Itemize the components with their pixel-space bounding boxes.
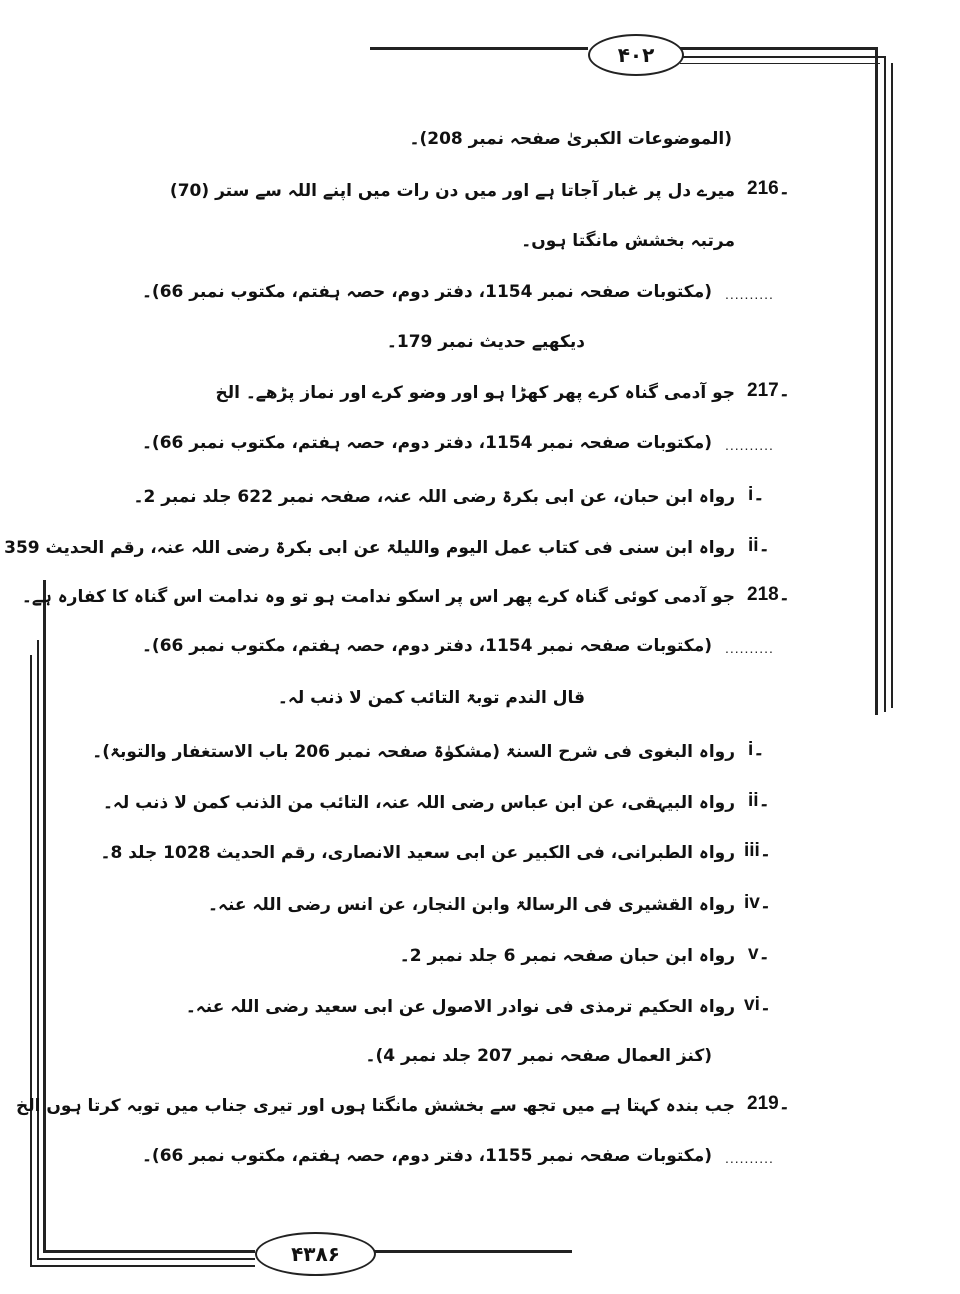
text-line: دیکھیے حدیث نمبر 179۔ — [386, 332, 585, 352]
frame-right-rule — [875, 47, 878, 715]
text-line: (مکتوبات صفحہ نمبر 1154، دفتر دوم، حصہ ہفتم، مکتوب نمبر 66)۔ — [141, 282, 712, 302]
leader-dots: .......... — [725, 1150, 774, 1166]
roman-marker: vi۔ — [744, 994, 771, 1015]
text-line: قال الندم توبۃ التائب کمن لا ذنب لہ۔ — [277, 688, 585, 708]
text-line: رواہ الحکیم ترمذی فی نوادر الاصول عن ابی سعید رضی اللہ عنہ۔ — [185, 997, 735, 1017]
text-line: جو آدمی کوئی گناہ کرے پھر اس پر اسکو ندامت ہو تو وہ ندامت اس گناہ کا کفارہ ہے۔ — [21, 587, 735, 607]
roman-marker: i۔ — [748, 484, 765, 505]
top-page-number — [588, 34, 684, 76]
frame-top-rule-3 — [680, 56, 886, 58]
entry-number-216: 216۔ — [747, 178, 790, 199]
top-page-number-text: ۴۰۲ — [617, 43, 655, 67]
roman-marker: iv۔ — [744, 892, 771, 913]
frame-bottom-rule-4 — [372, 1250, 572, 1253]
text-line: میرے دل پر غبار آجاتا ہے اور میں دن رات میں اپنے اللہ سے ستر (70) — [169, 181, 735, 201]
text-line: (مکتوبات صفحہ نمبر 1154، دفتر دوم، حصہ ہفتم، مکتوب نمبر 66)۔ — [141, 433, 712, 453]
text-line: رواہ البیہقی، عن ابن عباس رضی اللہ عنہ، التائب من الذنب کمن لا ذنب لہ۔ — [102, 793, 735, 813]
leader-dots: .......... — [725, 640, 774, 656]
leader-dots: .......... — [725, 437, 774, 453]
text-line: جب بندہ کہتا ہے میں تجھ سے بخشش مانگتا ہوں اور تیری جناب میں توبہ کرتا ہوں الخ — [16, 1096, 735, 1116]
text-line: مرتبہ بخشش مانگتا ہوں۔ — [521, 231, 735, 251]
leader-dots: .......... — [725, 286, 774, 302]
text-line: رواہ القشیری فی الرسالۃ وابن النجار، عن انس رضی اللہ عنہ۔ — [208, 895, 735, 915]
frame-bottom-rule — [30, 1265, 255, 1267]
text-line: رواہ البغوی فی شرح السنۃ (مشکوٰۃ صفحہ نمبر 206 باب الاستغفار والتوبۃ)۔ — [92, 742, 735, 762]
text-line: (مکتوبات صفحہ نمبر 1155، دفتر دوم، حصہ ہفتم، مکتوب نمبر 66)۔ — [141, 1146, 712, 1166]
text-line: رواہ ابن سنی فی کتاب عمل الیوم واللیلۃ عن ابی بکرۃ رضی اللہ عنہ، رقم الحدیث 359 — [4, 538, 735, 558]
frame-left-rule — [30, 655, 32, 1267]
frame-top-rule-4 — [680, 63, 880, 64]
roman-marker: ii۔ — [748, 790, 770, 811]
frame-left-rule-2 — [37, 640, 39, 1260]
text-line: رواہ ابن حبان صفحہ نمبر 6 جلد نمبر 2۔ — [399, 946, 735, 966]
roman-marker: i۔ — [748, 739, 765, 760]
roman-marker: iii۔ — [744, 840, 771, 861]
roman-marker: ii۔ — [748, 535, 770, 556]
entry-number-219: 219۔ — [747, 1093, 790, 1114]
text-line: رواہ ابن حبان، عن ابی بکرۃ رضی اللہ عنہ، صفحہ نمبر 622 جلد نمبر 2۔ — [133, 487, 735, 507]
text-line: رواہ الطبرانی، فی الکبیر عن ابی سعید الانصاری، رقم الحدیث 1028 جلد 8۔ — [100, 843, 735, 863]
text-line: (مکتوبات صفحہ نمبر 1154، دفتر دوم، حصہ ہفتم، مکتوب نمبر 66)۔ — [141, 636, 712, 656]
frame-right-rule-3 — [891, 63, 893, 708]
frame-left-rule-3 — [43, 580, 46, 1252]
frame-bottom-rule-2 — [37, 1258, 255, 1260]
roman-marker: v۔ — [748, 943, 770, 964]
frame-top-rule — [370, 47, 588, 50]
entry-number-218: 218۔ — [747, 584, 790, 605]
text-line: جو آدمی گناہ کرے پھر کھڑا ہو اور وضو کرے اور نماز پڑھے۔ الخ — [215, 383, 735, 403]
text-line: (کنز العمال صفحہ نمبر 207 جلد نمبر 4)۔ — [365, 1046, 712, 1066]
bottom-page-number — [255, 1232, 376, 1276]
frame-bottom-rule-3 — [43, 1250, 255, 1253]
frame-top-rule-2 — [680, 47, 876, 50]
text-line: (الموضوعات الکبریٰ صفحہ نمبر 208)۔ — [409, 129, 732, 149]
entry-number-217: 217۔ — [747, 380, 790, 401]
frame-right-rule-2 — [884, 57, 886, 712]
bottom-page-number-text: ۴۳۸۶ — [291, 1242, 340, 1266]
